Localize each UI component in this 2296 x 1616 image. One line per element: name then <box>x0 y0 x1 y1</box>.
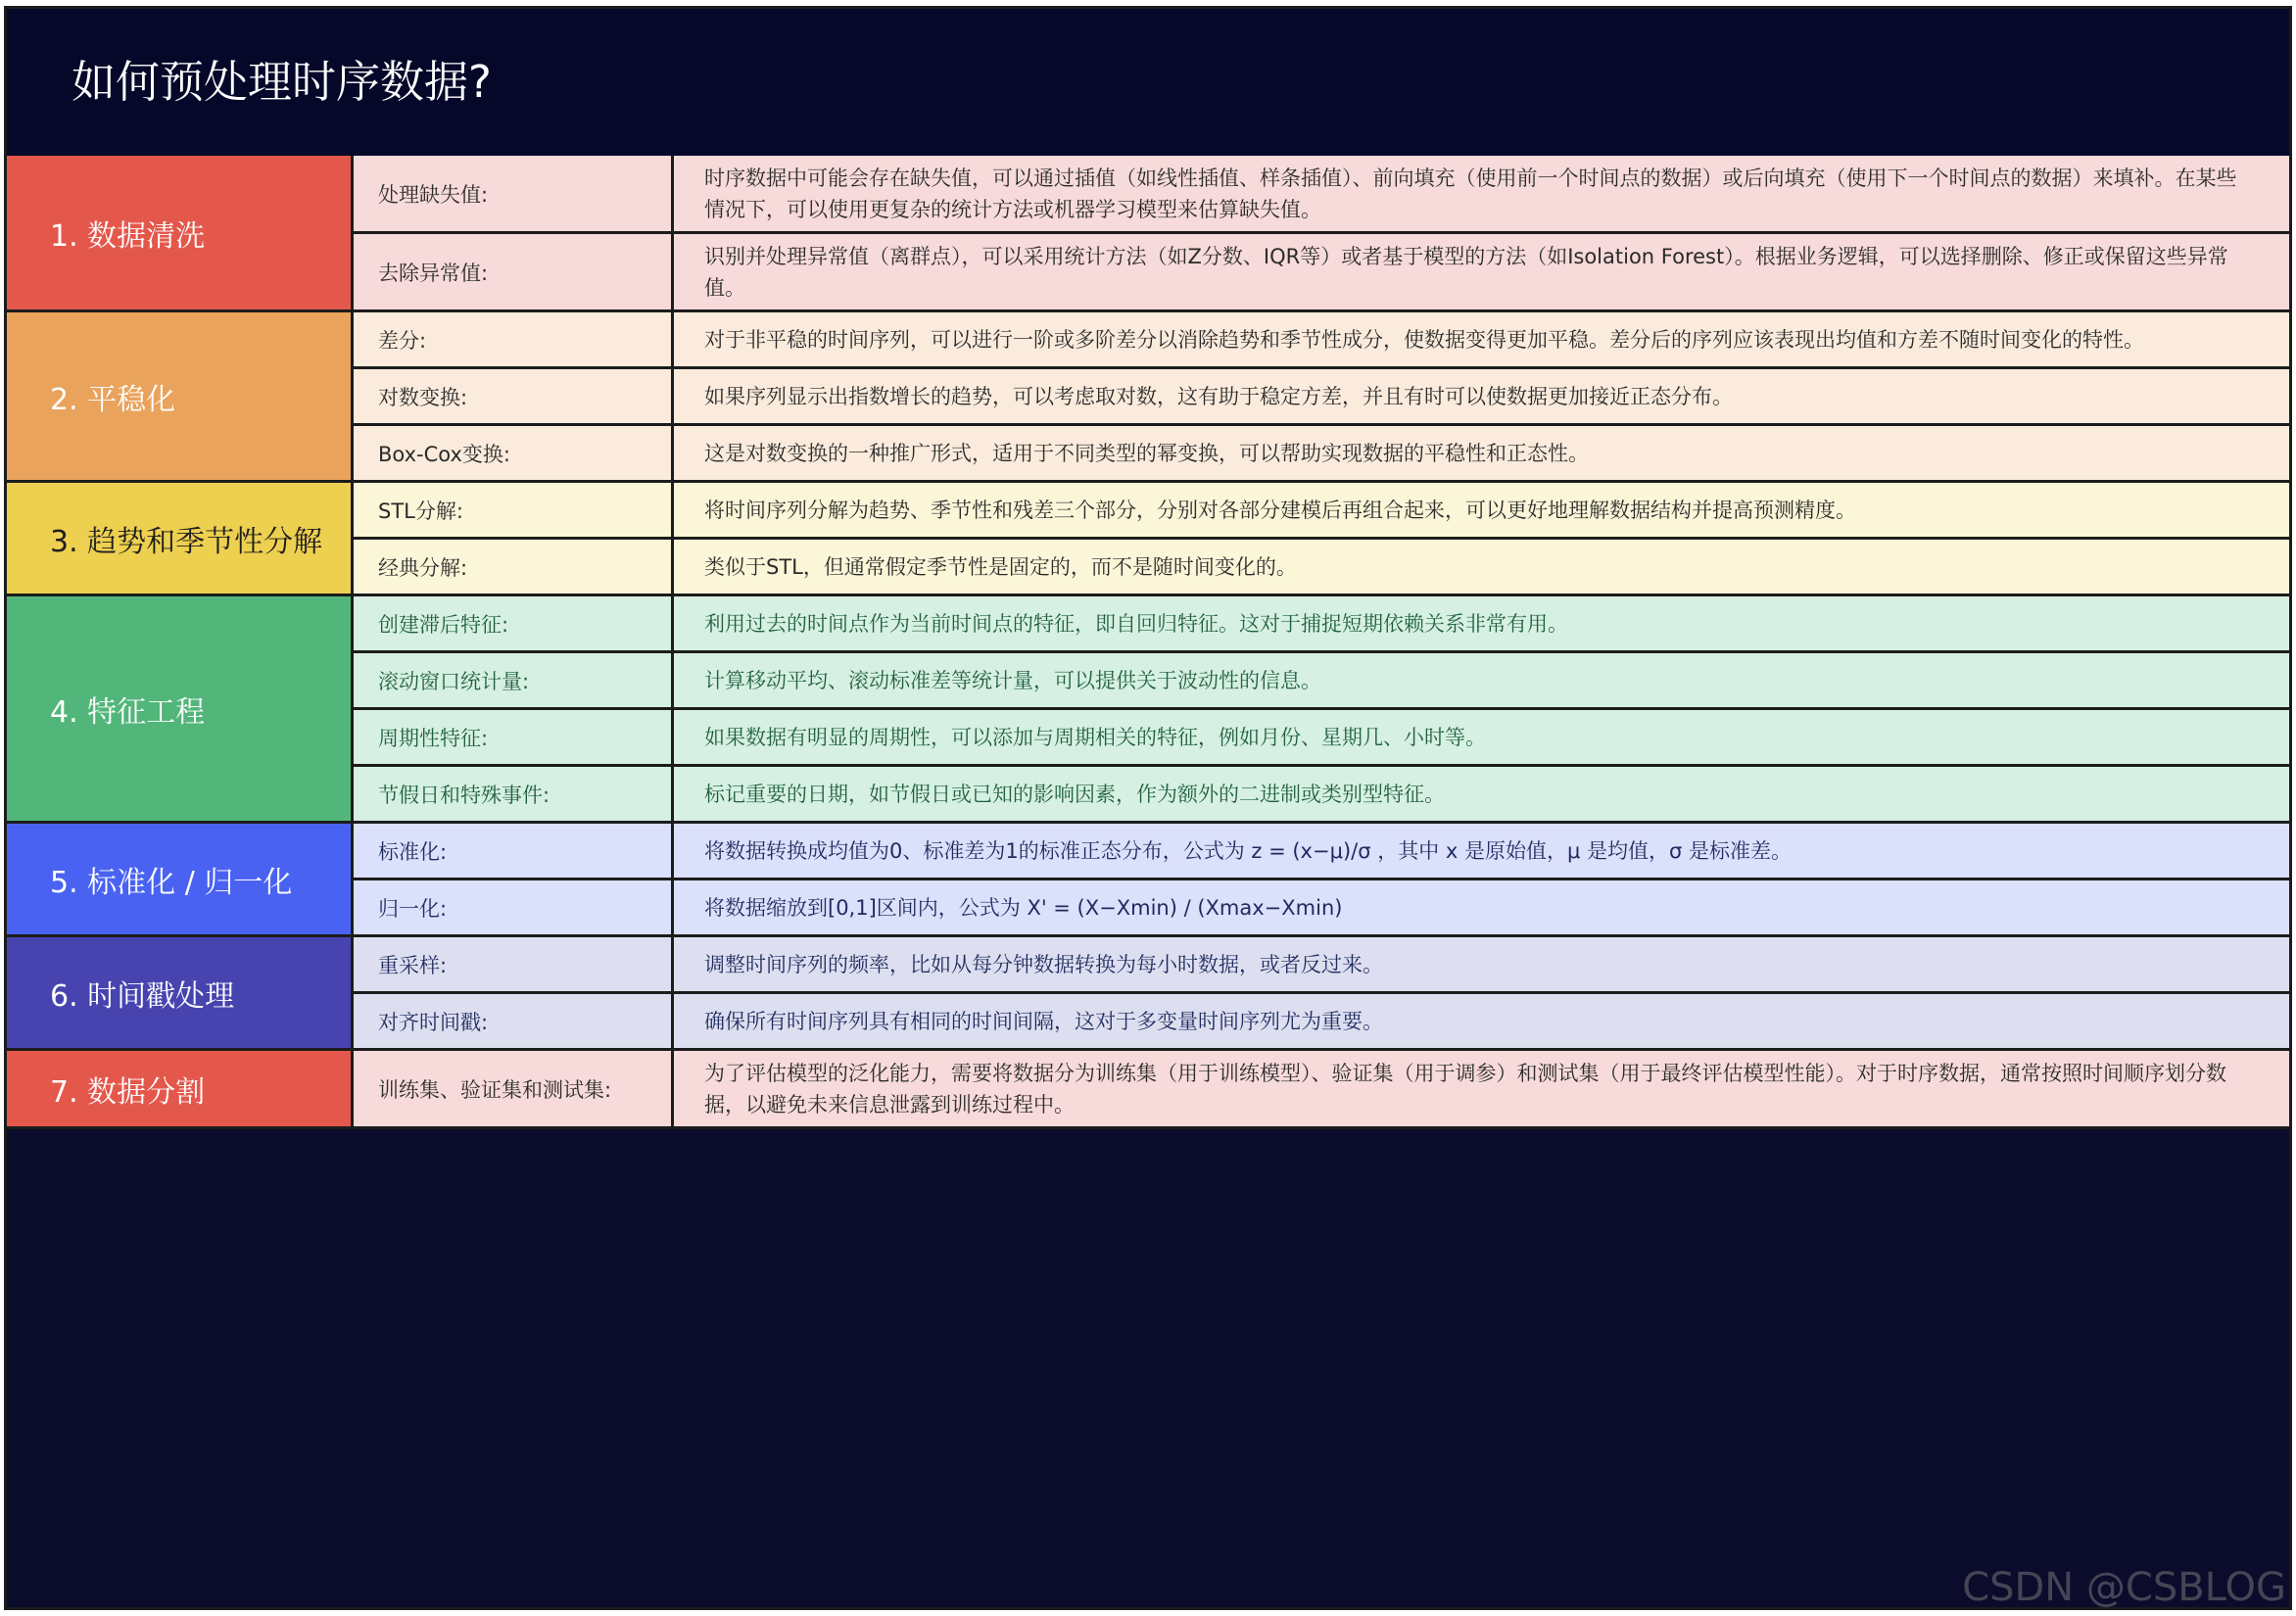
category-label: 7. 数据分割 <box>50 1074 206 1110</box>
description-text: 将数据缩放到[0,1]区间内，公式为 X' = (X−Xmin) / (Xmax−Xmin) <box>704 895 1343 920</box>
subitem-description <box>674 824 2289 880</box>
subitem-name: Box-Cox变换: <box>354 426 674 483</box>
category-normalization <box>7 824 354 937</box>
subitem-name: 重采样: <box>354 937 674 994</box>
subitem-description <box>674 234 2289 312</box>
description-text: 将时间序列分解为趋势、季节性和残差三个部分，分别对各部分建模后再组合起来，可以更好地理解数据结构并提高预测精度。 <box>704 498 1856 522</box>
description-text: 将数据转换成均值为0、标准差为1的标准正态分布，公式为 z = (x−μ)/σ ，其中 x 是原始值，μ 是均值，σ 是标准差。 <box>704 838 1792 863</box>
subitem-name: 周期性特征: <box>354 710 674 767</box>
subitem-description <box>674 483 2289 540</box>
subitem-description <box>674 369 2289 426</box>
watermark: CSDN @CSBLOG <box>1962 1565 2286 1610</box>
subitem-name: 节假日和特殊事件: <box>354 767 674 824</box>
category-label: 4. 特征工程 <box>50 694 206 730</box>
subitem-description <box>674 994 2289 1051</box>
description-text: 为了评估模型的泛化能力，需要将数据分为训练集（用于训练模型）、验证集（用于调参）和测试集（用于最终评估模型性能）。对于时序数据，通常按照时间顺序划分数据，以避免未来信息泄露到训练过程中。 <box>704 1061 2226 1117</box>
description-text: 识别并处理异常值（离群点），可以采用统计方法（如Z分数、IQR等）或者基于模型的方法（如Isolation Forest）。根据业务逻辑，可以选择删除、修正或保留这些异常值。 <box>704 244 2228 300</box>
description-text: 如果数据有明显的周期性，可以添加与周期相关的特征，例如月份、星期几、小时等。 <box>704 725 1486 749</box>
header-bar <box>7 9 2289 156</box>
description-text: 确保所有时间序列具有相同的时间间隔，这对于多变量时间序列尤为重要。 <box>704 1009 1383 1033</box>
subitem-name: 归一化: <box>354 880 674 937</box>
subitem-description <box>674 880 2289 937</box>
category-label: 5. 标准化 / 归一化 <box>50 865 293 900</box>
subitem-name: STL分解: <box>354 483 674 540</box>
page-title: 如何预处理时序数据? <box>72 56 492 108</box>
subitem-name: 创建滞后特征: <box>354 596 674 653</box>
category-feature-engineering <box>7 596 354 824</box>
subitem-description <box>674 767 2289 824</box>
description-text: 这是对数变换的一种推广形式，适用于不同类型的幂变换，可以帮助实现数据的平稳性和正态性。 <box>704 441 1589 465</box>
category-label: 1. 数据清洗 <box>50 218 206 254</box>
subitem-description <box>674 937 2289 994</box>
description-text: 类似于STL，但通常假定季节性是固定的，而不是随时间变化的。 <box>704 554 1297 579</box>
subitem-description <box>674 540 2289 596</box>
category-timestamp <box>7 937 354 1051</box>
category-split <box>7 1051 354 1129</box>
subitem-description <box>674 312 2289 369</box>
category-label: 6. 时间戳处理 <box>50 978 235 1014</box>
subitem-name: 训练集、验证集和测试集: <box>354 1051 674 1129</box>
subitem-description <box>674 426 2289 483</box>
category-decomposition <box>7 483 354 596</box>
subitem-name: 处理缺失值: <box>354 156 674 234</box>
description-text: 时序数据中可能会存在缺失值，可以通过插值（如线性插值、样条插值）、前向填充（使用前一个时间点的数据）或后向填充（使用下一个时间点的数据）来填补。在某些情况下，可以使用更复杂的统计方法或机器学习模型来估算缺失值。 <box>704 166 2237 221</box>
subitem-description <box>674 1051 2289 1129</box>
table-frame <box>4 6 2292 1610</box>
subitem-name: 去除异常值: <box>354 234 674 312</box>
subitem-name: 标准化: <box>354 824 674 880</box>
subitem-name: 经典分解: <box>354 540 674 596</box>
category-label: 3. 趋势和季节性分解 <box>50 524 323 559</box>
description-text: 计算移动平均、滚动标准差等统计量，可以提供关于波动性的信息。 <box>704 668 1321 692</box>
subitem-description <box>674 156 2289 234</box>
subitem-name: 对数变换: <box>354 369 674 426</box>
description-text: 对于非平稳的时间序列，可以进行一阶或多阶差分以消除趋势和季节性成分，使数据变得更加平稳。差分后的序列应该表现出均值和方差不随时间变化的特性。 <box>704 327 2144 352</box>
category-stationarity <box>7 312 354 483</box>
subitem-name: 滚动窗口统计量: <box>354 653 674 710</box>
description-text: 标记重要的日期，如节假日或已知的影响因素，作为额外的二进制或类别型特征。 <box>704 782 1445 806</box>
subitem-name: 对齐时间戳: <box>354 994 674 1051</box>
subitem-description <box>674 596 2289 653</box>
subitem-description <box>674 710 2289 767</box>
category-label: 2. 平稳化 <box>50 382 176 417</box>
description-text: 如果序列显示出指数增长的趋势，可以考虑取对数，这有助于稳定方差，并且有时可以使数据更加接近正态分布。 <box>704 384 1733 408</box>
subitem-description <box>674 653 2289 710</box>
description-text: 调整时间序列的频率，比如从每分钟数据转换为每小时数据，或者反过来。 <box>704 952 1383 976</box>
category-cleaning <box>7 156 354 312</box>
subitem-name: 差分: <box>354 312 674 369</box>
description-text: 利用过去的时间点作为当前时间点的特征，即自回归特征。这对于捕捉短期依赖关系非常有用。 <box>704 611 1568 636</box>
